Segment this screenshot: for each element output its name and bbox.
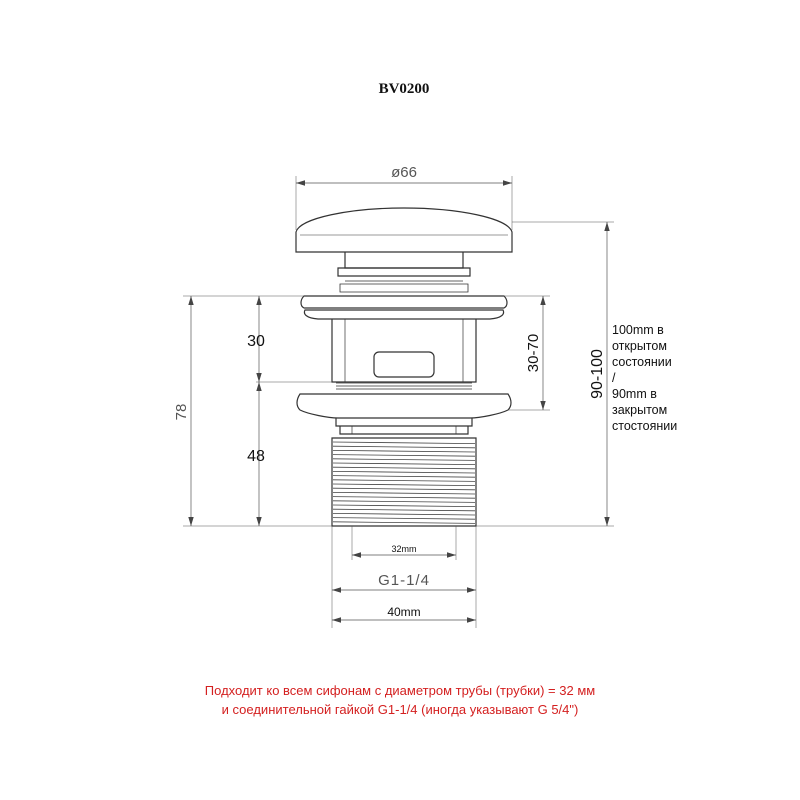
thread-line <box>333 476 475 478</box>
cap <box>296 208 512 252</box>
cap-diameter-label: ø66 <box>391 164 417 181</box>
thread-line <box>333 480 475 482</box>
overall-label: 90-100 <box>589 349 606 399</box>
thread-line <box>333 492 475 494</box>
thread-line <box>333 455 475 457</box>
upper-flange <box>301 296 507 308</box>
stroke-label: 30-70 <box>525 333 542 373</box>
thread-line <box>333 501 475 503</box>
thread-line <box>333 509 475 511</box>
thread-outer-label: 40mm <box>387 605 421 619</box>
lower-flange <box>297 394 511 418</box>
thread-line <box>333 450 475 452</box>
body <box>332 319 476 382</box>
note-line: 100mm в <box>612 323 664 337</box>
note-line: закрытом <box>612 403 668 417</box>
upper-part-label: 30 <box>247 333 265 350</box>
note-line: / <box>612 371 616 385</box>
thread-label: G1-1/4 <box>378 572 430 589</box>
thread-lines <box>333 442 475 523</box>
thread-line <box>333 497 475 499</box>
note-line: состоянии <box>612 355 672 369</box>
dimension-lines <box>183 176 614 628</box>
compatibility-note <box>0 681 800 719</box>
thread-line <box>333 488 475 490</box>
thread-line <box>333 442 475 444</box>
compatibility-line-1: Подходит ко всем сифонам с диаметром трубы (трубки) = 32 мм <box>204 683 596 698</box>
thread-line <box>333 513 475 515</box>
thread-line <box>333 484 475 486</box>
height-note <box>612 322 708 434</box>
cap-stem <box>345 252 463 268</box>
note-line: 90mm в <box>612 387 657 401</box>
drain-valve-outline <box>296 208 512 526</box>
thread-line <box>333 446 475 448</box>
thread-line <box>333 467 475 469</box>
thread-line <box>333 505 475 507</box>
pipe-inner-label: 32mm <box>391 544 417 554</box>
thread-line <box>333 522 475 524</box>
note-line: открытом <box>612 339 667 353</box>
thread-line <box>333 459 475 461</box>
overflow-window <box>374 352 434 377</box>
total-height-label: 78 <box>173 403 190 421</box>
thread-line <box>333 463 475 465</box>
thread-line <box>333 471 475 473</box>
thread-line <box>333 518 475 520</box>
drawing-title: BV0200 <box>378 81 430 97</box>
compatibility-line-2: и соединительной гайкой G1-1/4 (иногда указывают G 5/4") <box>221 702 579 717</box>
note-line: стостоянии <box>612 419 678 433</box>
lower-part-label: 48 <box>247 448 265 465</box>
